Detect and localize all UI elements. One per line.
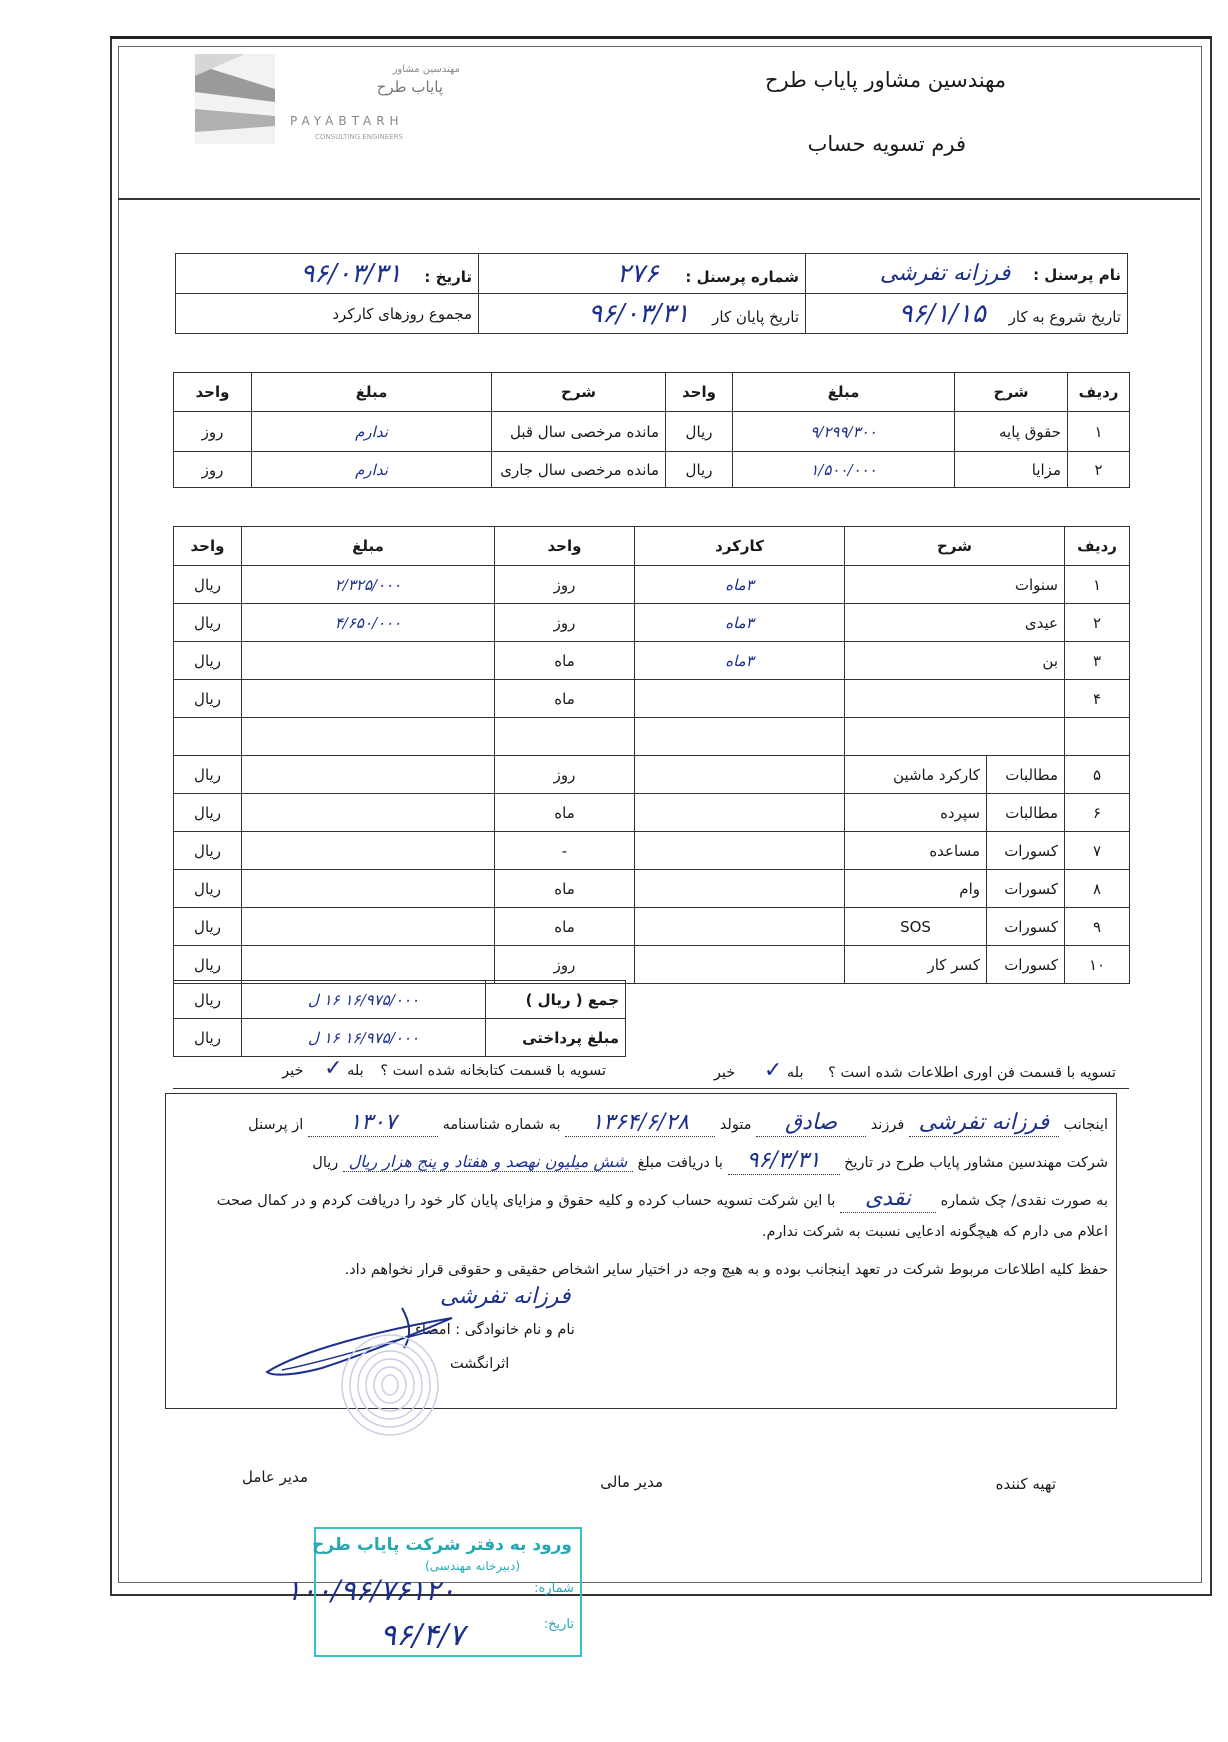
workdays-cell: [176, 294, 479, 334]
t2-row-unit: روز: [495, 946, 635, 984]
t2-row-unit: ماه: [495, 642, 635, 680]
t2-row-desc: مطالبات: [987, 756, 1065, 794]
payable-value: ۱۶/۹۷۵/۰۰۰ ۱۶ ل: [242, 1019, 486, 1057]
t2-row-desc: کسورات: [987, 832, 1065, 870]
t1-header-unit2: واحد: [174, 373, 252, 412]
t2-row-unit: [495, 718, 635, 756]
t2-row-desc: کسورات: [987, 870, 1065, 908]
stamp-date-label: تاریخ:: [543, 1617, 574, 1632]
salary-table: [173, 372, 1130, 488]
t1-row-amount: ۹/۲۹۹/۳۰۰: [733, 412, 955, 452]
it-yes-label: بله: [786, 1065, 804, 1081]
statement-line-3: [163, 1186, 1108, 1213]
form-title: فرم تسویه حساب: [807, 132, 966, 156]
start-date-value: ۹۶/۱/۱۵: [898, 298, 986, 329]
personnel-date-label: تاریخ :: [424, 267, 472, 286]
end-date-cell: [479, 294, 806, 334]
t2-header-amount: مبلغ: [242, 527, 495, 566]
t2-row-work: [635, 756, 845, 794]
t2-row-work: [635, 718, 845, 756]
t2-row-unit2: ریال: [174, 794, 242, 832]
statement-text: با این شرکت تسویه حساب کرده و کلیه حقوق و مزایای پایان کار خود را دریافت کردم و در کمال صحت: [216, 1193, 836, 1209]
t2-row-unit2: ریال: [174, 642, 242, 680]
t2-row-work: [635, 908, 845, 946]
t1-row-desc2: مانده مرخصی سال قبل: [492, 412, 666, 452]
library-settlement-label: تسویه با قسمت کتابخانه شده است ؟: [380, 1063, 606, 1079]
personnel-number-cell: [479, 254, 806, 294]
logo-fa-name: پایاب طرح: [376, 78, 443, 96]
t2-row-amount: ۲/۳۲۵/۰۰۰: [242, 566, 495, 604]
t2-row-unit: ماه: [495, 908, 635, 946]
statement-date: ۹۶/۳/۳۱: [728, 1148, 840, 1175]
table-row-blank: [174, 718, 1130, 756]
it-no-label: خیر: [713, 1065, 736, 1081]
total-unit: ریال: [174, 981, 242, 1019]
table-row: [174, 794, 1130, 832]
t1-row-unit: ریال: [666, 412, 733, 452]
t1-row-no: ۲: [1068, 452, 1130, 488]
t2-row-amount: [242, 946, 495, 984]
t2-row-work: ۳ماه: [635, 604, 845, 642]
t2-row-desc2: SOS: [845, 908, 987, 946]
t2-row-no: ۲: [1065, 604, 1130, 642]
statement-text: به شماره شناسنامه: [442, 1117, 561, 1133]
finance-manager-label: مدیر مالی: [600, 1473, 663, 1491]
payable-label: مبلغ پرداختی: [486, 1019, 626, 1057]
t2-header-work: کارکرد: [635, 527, 845, 566]
stamp-subtitle: (دبیرخانه مهندسی): [425, 1559, 520, 1573]
t2-row-unit2: ریال: [174, 870, 242, 908]
statement-id: ۱۳۰۷: [308, 1110, 438, 1137]
t1-header-amount: مبلغ: [733, 373, 955, 412]
table-row: [174, 832, 1130, 870]
table-row: [174, 566, 1130, 604]
personnel-name-label: نام پرسنل :: [1033, 266, 1121, 284]
t2-header-row-no: ردیف: [1065, 527, 1130, 566]
t2-row-unit2: ریال: [174, 908, 242, 946]
statement-text: شرکت مهندسین مشاور پایاب طرح در تاریخ: [844, 1155, 1108, 1171]
statement-text: متولد: [719, 1117, 752, 1133]
table-row: [174, 908, 1130, 946]
end-date-label: تاریخ پایان کار: [712, 307, 799, 326]
company-title: مهندسین مشاور پایاب طرح: [764, 68, 1006, 92]
stamp-number-label: شماره:: [534, 1581, 574, 1596]
t2-row-desc: کسورات: [987, 946, 1065, 984]
statement-text: اینجانب: [1063, 1117, 1108, 1133]
logo-mark-icon: [195, 54, 275, 144]
t2-row-unit: روز: [495, 604, 635, 642]
t2-row-desc2: کارکرد ماشین: [845, 756, 987, 794]
it-settlement: [686, 1058, 1116, 1083]
t2-row-unit: ماه: [495, 680, 635, 718]
statement-text: فرزند: [870, 1117, 905, 1133]
t1-header-unit: واحد: [666, 373, 733, 412]
stamp-date-value: ۹۶/۴/۷: [380, 1618, 465, 1653]
t2-row-no: ۱: [1065, 566, 1130, 604]
t1-row-unit2: روز: [174, 412, 252, 452]
t2-row-unit2: ریال: [174, 566, 242, 604]
statement-check: نقدی: [840, 1186, 936, 1213]
total-label: جمع ( ریال ): [486, 981, 626, 1019]
t2-row-unit2: ریال: [174, 756, 242, 794]
t2-row-no: ۸: [1065, 870, 1130, 908]
totals-table: [173, 980, 626, 1057]
personnel-number-label: شماره پرسنل :: [685, 267, 799, 286]
t1-row-desc: مزایا: [955, 452, 1068, 488]
logo-en-name: PAYABTARH: [290, 114, 404, 128]
t2-row-amount: [242, 756, 495, 794]
personnel-number-value: ۲۷۶: [616, 258, 659, 289]
t1-header-amount2: مبلغ: [252, 373, 492, 412]
t2-row-desc2: وام: [845, 870, 987, 908]
table-row: [174, 642, 1130, 680]
t2-row-desc: سنوات: [845, 566, 1065, 604]
t2-row-no: ۵: [1065, 756, 1130, 794]
t2-row-work: [635, 794, 845, 832]
payable-unit: ریال: [174, 1019, 242, 1057]
sign-label: نام و نام خانوادگی : امضاء: [415, 1322, 575, 1338]
t1-row-desc: حقوق پایه: [955, 412, 1068, 452]
t2-row-amount: [242, 642, 495, 680]
t2-header-desc: شرح: [845, 527, 1065, 566]
t1-row-amount2: ندارم: [252, 412, 492, 452]
t2-row-work: [635, 946, 845, 984]
table-row: [174, 756, 1130, 794]
logo-fa-top: مهندسین مشاور: [392, 64, 460, 75]
t2-row-work: ۳ماه: [635, 642, 845, 680]
t2-row-amount: [242, 718, 495, 756]
fingerprint-icon: [335, 1330, 445, 1440]
t1-header-desc2: شرح: [492, 373, 666, 412]
t1-row-unit2: روز: [174, 452, 252, 488]
stamp-title: ورود به دفتر شرکت پایاب طرح: [312, 1535, 572, 1555]
t2-row-unit: روز: [495, 756, 635, 794]
t2-row-unit: روز: [495, 566, 635, 604]
statement-name: فرزانه تفرشی: [909, 1110, 1059, 1137]
t2-row-unit2: ریال: [174, 604, 242, 642]
library-no-label: خیر: [282, 1063, 304, 1079]
t2-row-no: [1065, 718, 1130, 756]
preparer-signature-label: تهیه کننده: [995, 1475, 1056, 1493]
fingerprint-label: اثرانگشت: [450, 1356, 510, 1372]
signer-handwritten-name: فرزانه تفرشی: [440, 1284, 571, 1309]
ceo-label: مدیر عامل: [241, 1468, 308, 1486]
statement-line-5: حفظ کلیه اطلاعات مربوط شرکت در تعهد اینجانب بوده و به هیچ وجه در اختیار سایر اشخاص حقیقی و حقوقی قرار نخواهم داد.: [344, 1262, 1108, 1278]
workdays-label: مجموع روزهای کارکرد: [332, 304, 472, 323]
statement-text: از پرسنل: [248, 1117, 304, 1133]
logo-en-sub: CONSULTING ENGINEERS: [315, 133, 403, 141]
t1-row-amount: ۱/۵۰۰/۰۰۰: [733, 452, 955, 488]
statement-line-2: [163, 1148, 1108, 1175]
table-row: [174, 452, 1130, 488]
items-table: [173, 526, 1130, 984]
t1-header-desc: شرح: [955, 373, 1068, 412]
table-row: [174, 604, 1130, 642]
statement-text: با دریافت مبلغ: [637, 1155, 723, 1171]
t2-row-work: ۳ماه: [635, 566, 845, 604]
table-row: [174, 412, 1130, 452]
t2-row-amount: [242, 680, 495, 718]
settlement-divider: [173, 1088, 1129, 1089]
t2-row-desc: [845, 718, 1065, 756]
t2-row-no: ۹: [1065, 908, 1130, 946]
stamp-number-value: ۱۰۰/۹۶/۷۶۱۲۰: [286, 1574, 456, 1607]
library-settlement: [226, 1056, 606, 1081]
t2-row-unit2: ریال: [174, 680, 242, 718]
t2-row-amount: [242, 870, 495, 908]
personnel-table: [175, 253, 1128, 334]
start-date-label: تاریخ شروع به کار: [1008, 307, 1121, 326]
t2-row-unit2: [174, 718, 242, 756]
it-yes-check[interactable]: ✓: [763, 1058, 783, 1083]
t2-row-no: ۷: [1065, 832, 1130, 870]
t2-row-work: [635, 680, 845, 718]
company-logo: [195, 54, 475, 149]
t2-row-no: ۳: [1065, 642, 1130, 680]
t2-row-unit: ماه: [495, 870, 635, 908]
t2-row-work: [635, 832, 845, 870]
personnel-date-cell: [176, 254, 479, 294]
t2-row-unit2: ریال: [174, 946, 242, 984]
t2-row-desc: مطالبات: [987, 794, 1065, 832]
header-divider: [118, 198, 1200, 200]
statement-father: صادق: [756, 1110, 866, 1137]
total-value: ۱۶/۹۷۵/۰۰۰ ۱۶ ل: [242, 981, 486, 1019]
t2-row-desc: [845, 680, 1065, 718]
t2-row-desc2: مساعده: [845, 832, 987, 870]
statement-amount-words: شش میلیون نهصد و هفتاد و پنج هزار ریال: [343, 1152, 633, 1172]
t2-row-amount: ۴/۶۵۰/۰۰۰: [242, 604, 495, 642]
t2-header-unit: واحد: [495, 527, 635, 566]
personnel-name-value: فرزانه تفرشی: [879, 261, 1011, 286]
t1-row-desc2: مانده مرخصی سال جاری: [492, 452, 666, 488]
statement-birth: ۱۳۶۴/۶/۲۸: [565, 1110, 715, 1137]
table-row: [174, 946, 1130, 984]
statement-text: ریال: [312, 1155, 339, 1171]
t2-row-desc: عیدی: [845, 604, 1065, 642]
statement-line-4: اعلام می دارم که هیچگونه ادعایی نسبت به شرکت ندارم.: [761, 1224, 1108, 1240]
statement-line-1: [163, 1110, 1108, 1137]
t2-row-amount: [242, 794, 495, 832]
it-settlement-label: تسویه با قسمت فن اوری اطلاعات شده است ؟: [828, 1065, 1116, 1081]
t2-row-desc: کسورات: [987, 908, 1065, 946]
table-row: [174, 680, 1130, 718]
library-yes-check[interactable]: ✓: [324, 1056, 343, 1081]
t2-row-no: ۱۰: [1065, 946, 1130, 984]
t2-row-amount: [242, 832, 495, 870]
start-date-cell: [806, 294, 1128, 334]
library-yes-label: بله: [347, 1063, 364, 1079]
t2-header-unit2: واحد: [174, 527, 242, 566]
statement-text: به صورت نقدی/ چک شماره: [940, 1193, 1108, 1209]
table-row: [174, 870, 1130, 908]
t2-row-no: ۴: [1065, 680, 1130, 718]
t1-row-amount2: ندارم: [252, 452, 492, 488]
personnel-name-cell: [806, 254, 1128, 294]
t2-row-unit: ماه: [495, 794, 635, 832]
end-date-value: ۹۶/۰۳/۳۱: [588, 298, 690, 329]
t2-row-no: ۶: [1065, 794, 1130, 832]
t2-row-desc2: سپرده: [845, 794, 987, 832]
t1-header-row-no: ردیف: [1068, 373, 1130, 412]
t2-row-amount: [242, 908, 495, 946]
t1-row-unit: ریال: [666, 452, 733, 488]
t2-row-desc: بن: [845, 642, 1065, 680]
personnel-date-value: ۹۶/۰۳/۳۱: [300, 258, 402, 289]
t2-row-unit2: ریال: [174, 832, 242, 870]
t1-row-no: ۱: [1068, 412, 1130, 452]
t2-row-work: [635, 870, 845, 908]
t2-row-desc2: کسر کار: [845, 946, 987, 984]
t2-row-unit: -: [495, 832, 635, 870]
